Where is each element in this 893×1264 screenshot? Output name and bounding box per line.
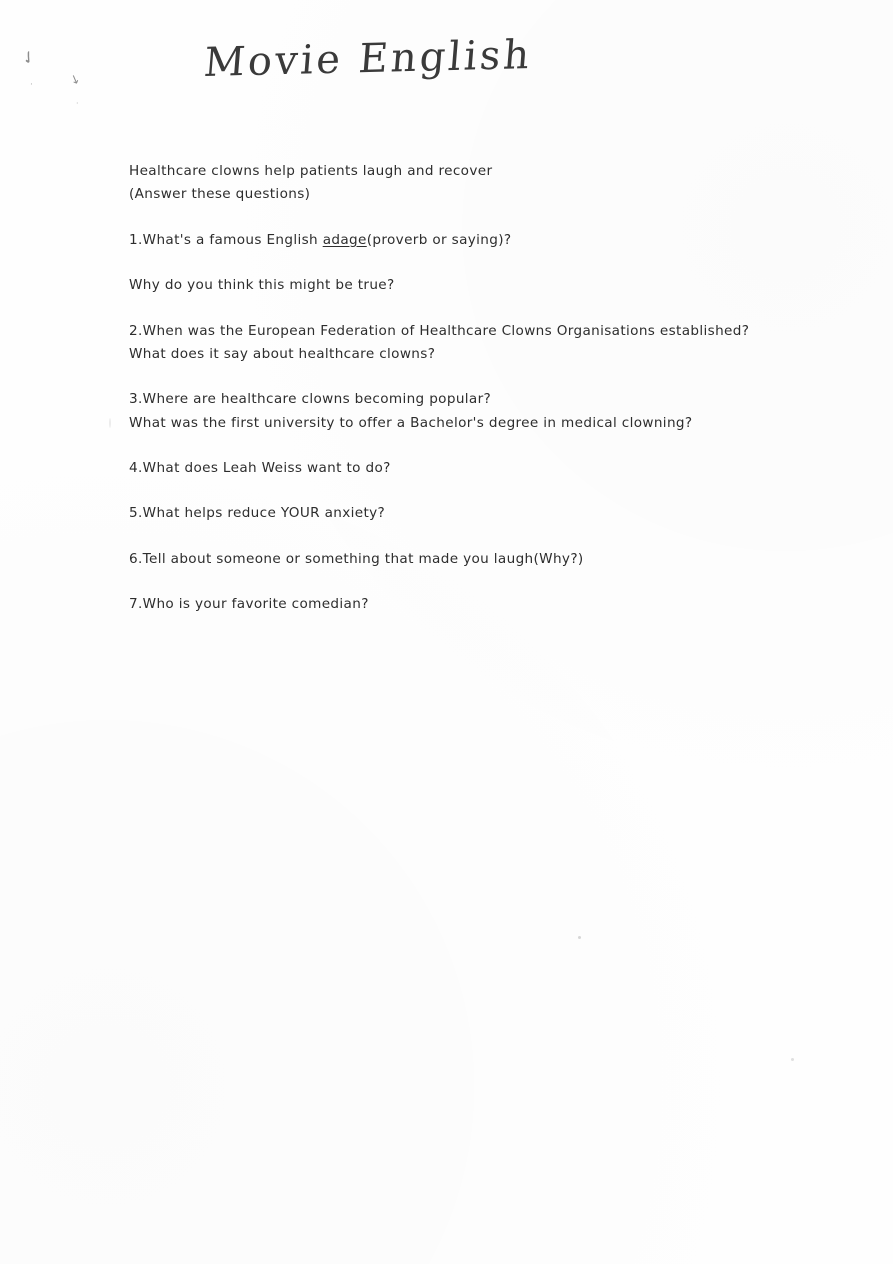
question-6-number: 6. <box>129 550 143 567</box>
paper-speck <box>791 1058 794 1061</box>
question-1-emphasis: adage <box>322 231 367 248</box>
question-6-text <box>129 548 768 571</box>
question-3-text <box>129 388 768 411</box>
pen-dot-icon: · <box>76 99 79 108</box>
question-1-followup-text: Why do you think this might be true? <box>129 277 395 294</box>
pen-dot-icon: · <box>30 80 33 90</box>
question-3-number: 3. <box>129 391 143 408</box>
paper-speck <box>109 418 111 428</box>
worksheet-body <box>129 160 768 617</box>
question-1-prefix: What's a famous English <box>142 231 323 248</box>
question-2-number: 2. <box>129 322 143 339</box>
worksheet-header <box>129 160 768 207</box>
question-4-body: What does Leah Weiss want to do? <box>142 460 391 476</box>
question-2-followup-text: What does it say about healthcare clowns? <box>129 345 436 362</box>
question-4-number: 4. <box>129 460 143 476</box>
question-item <box>129 548 768 571</box>
instruction-text: (Answer these questions) <box>129 186 311 203</box>
question-5-text <box>129 502 768 525</box>
question-4-text <box>129 457 768 480</box>
question-item <box>129 593 768 616</box>
question-7-text <box>129 593 768 616</box>
question-item <box>129 457 768 480</box>
pen-mark-icon: ↘ <box>67 70 83 88</box>
paper-speck <box>578 936 581 939</box>
question-item <box>129 320 768 367</box>
question-1-text <box>129 229 768 252</box>
question-5-number: 5. <box>129 505 143 522</box>
question-5-body: What helps reduce YOUR anxiety? <box>142 505 386 522</box>
handwritten-title: Movie English <box>202 31 535 87</box>
question-item <box>129 229 768 252</box>
question-3-followup-text: What was the first university to offer a Bachelor's degree in medical clowning? <box>129 414 693 431</box>
article-heading: Healthcare clowns help patients laugh and recover <box>129 163 493 179</box>
question-item <box>129 388 768 435</box>
question-3-body: Where are healthcare clowns becoming popular? <box>142 391 492 408</box>
question-6-body: Tell about someone or something that made you laugh(Why?) <box>142 550 584 567</box>
question-7-number: 7. <box>129 596 143 613</box>
question-7-body: Who is your favorite comedian? <box>142 596 369 613</box>
question-item <box>129 502 768 525</box>
question-2-text <box>129 320 768 343</box>
pen-mark-icon: ✓ <box>17 45 41 71</box>
question-1-number: 1. <box>129 231 143 248</box>
question-2-body: When was the European Federation of Healthcare Clowns Organisations established? <box>142 322 750 339</box>
question-1-followup <box>129 274 768 297</box>
question-1-suffix: (proverb or saying)? <box>366 231 512 248</box>
